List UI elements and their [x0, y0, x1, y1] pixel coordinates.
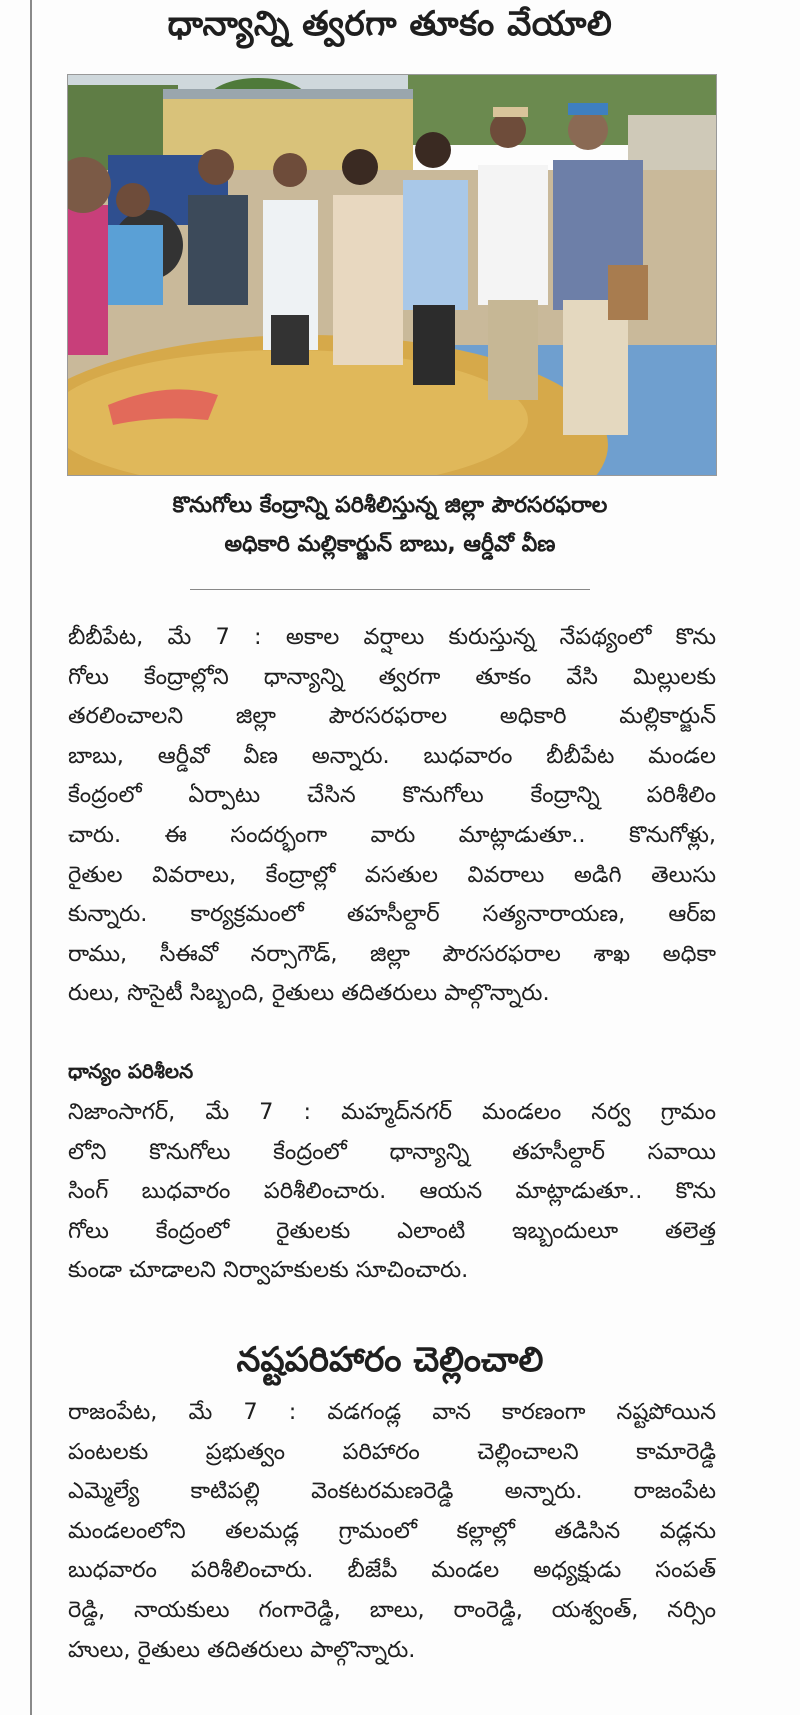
body-line: కుండా చూడాలని నిర్వాహకులకు సూచించారు. — [68, 1257, 469, 1284]
news-photo-officials-inspecting-grain — [67, 74, 717, 476]
body-line: బాబు, ఆర్డీవో వీణ అన్నారు. బుధవారం బీబీపేట మండల — [68, 742, 716, 769]
body-line: కున్నారు. కార్యక్రమంలో తహసీల్దార్ సత్యనారాయణ, ఆర్ఐ — [68, 901, 716, 928]
body-line: హులు, రైతులు తదితరులు పాల్గొన్నారు. — [68, 1636, 416, 1663]
body-line: రెడ్డి, నాయకులు గంగారెడ్డి, బాలు, రాంరెడ్డి, యశ్వంత్, నర్సిం — [68, 1596, 716, 1623]
headline-grain-weighing: ధాన్యాన్ని త్వరగా తూకం వేయాలి — [167, 4, 613, 44]
article-body-nizamsagar — [68, 1093, 716, 1291]
body-line: రాము, సీఈవో నర్సాగౌడ్, జిల్లా పౌరసరఫరాల శాఖ అధికా — [68, 940, 716, 967]
body-line: గోలు కేంద్రాల్లోని ధాన్యాన్ని త్వరగా తూకం వేసి మిల్లులకు — [68, 663, 716, 690]
headline-compensation: నష్టపరిహారం చెల్లించాలి — [236, 1340, 544, 1380]
body-line: నిజాంసాగర్, మే 7 : మహ్మద్‌నగర్ మండలం నర్వ గ్రామం — [68, 1099, 716, 1125]
body-line: ఎమ్మెల్యే కాటిపల్లి వెంకటరమణరెడ్డి అన్నారు. రాజంపేట — [68, 1478, 716, 1505]
body-line: మండలంలోని తలమడ్ల గ్రామంలో కల్లాల్లో తడిసిన వడ్లను — [68, 1517, 716, 1544]
body-line: రైతుల వివరాలు, కేంద్రాల్లో వసతుల వివరాలు అడిగి తెలుసు — [68, 861, 716, 888]
body-line: బుధవారం పరిశీలించారు. బీజేపీ మండల అధ్యక్షుడు సంపత్ — [68, 1557, 716, 1584]
article-body-bibipet — [68, 618, 716, 1014]
caption-line: కొనుగోలు కేంద్రాన్ని పరిశీలిస్తున్న జిల్లా పౌరసరఫరాల — [172, 493, 608, 518]
body-line: తరలించాలని జిల్లా పౌరసరఫరాల అధికారి మల్లికార్జున్ — [68, 703, 716, 730]
body-line: రాజంపేట, మే 7 : వడగండ్ల వాన కారణంగా నష్టపోయిన — [68, 1399, 716, 1425]
body-line: కేంద్రంలో ఏర్పాటు చేసిన కొనుగోలు కేంద్రాన్ని పరిశీలిం — [68, 782, 716, 809]
body-line: సింగ్ బుధవారం పరిశీలించారు. ఆయన మాట్లాడుతూ.. కొను — [68, 1178, 716, 1205]
body-line: పంటలకు ప్రభుత్వం పరిహారం చెల్లించాలని కామారెడ్డి — [68, 1438, 716, 1465]
column-rule — [30, 0, 32, 1715]
caption-line: అధికారి మల్లికార్జున్ బాబు, ఆర్డీవో వీణ — [224, 532, 556, 557]
subheading-grain-inspection: ధాన్యం పరిశీలన — [68, 1059, 194, 1083]
body-line: చారు. ఈ సందర్భంగా వారు మాట్లాడుతూ.. కొనుగోళ్లు, — [68, 821, 716, 848]
caption-divider — [190, 589, 590, 590]
article-body-rajampet — [68, 1393, 716, 1670]
body-line: గోలు కేంద్రంలో రైతులకు ఎలాంటి ఇబ్బందులూ తలెత్త — [68, 1217, 716, 1244]
body-line: లోని కొనుగోలు కేంద్రంలో ధాన్యాన్ని తహసీల్దార్ సవాయి — [68, 1138, 716, 1165]
photo-caption — [70, 486, 710, 564]
body-line: రులు, సొసైటీ సిబ్బంది, రైతులు తదితరులు పాల్గొన్నారు. — [68, 980, 550, 1007]
body-line: బీబీపేట, మే 7 : అకాల వర్షాలు కురుస్తున్న నేపథ్యంలో కొను — [68, 624, 716, 650]
